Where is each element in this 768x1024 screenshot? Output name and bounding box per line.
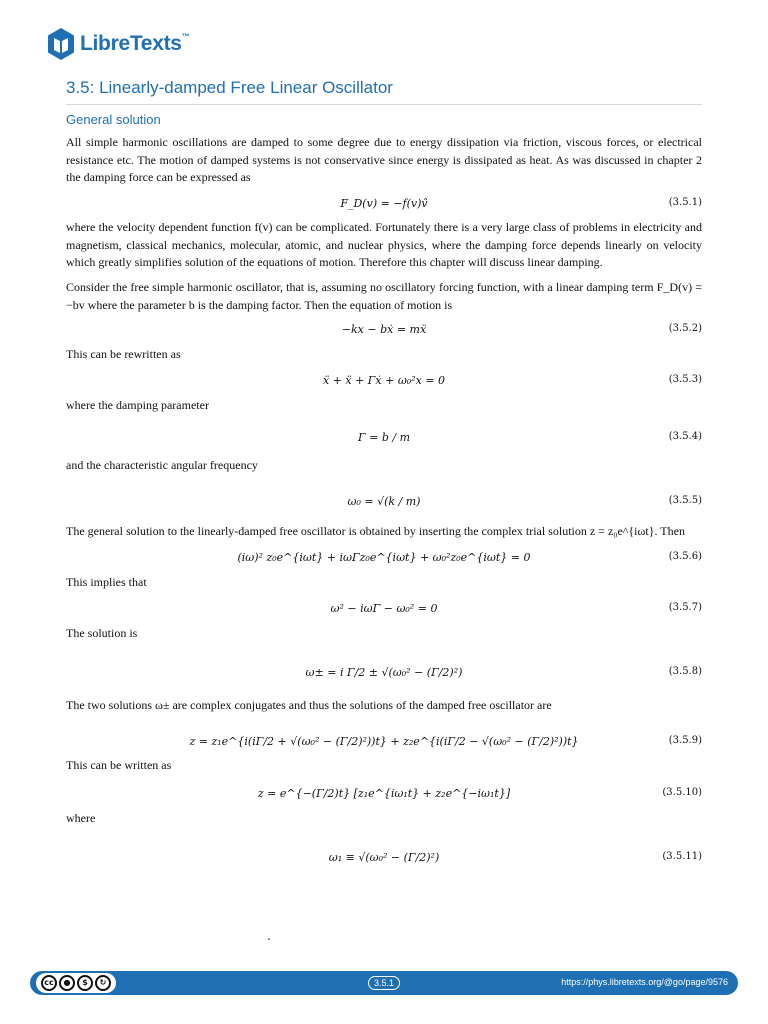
equation-number: (3.5.5) — [668, 495, 702, 506]
stray-mark — [268, 938, 270, 940]
equation-number: (3.5.4) — [668, 431, 702, 442]
equation-3-5-3 — [66, 374, 702, 394]
paragraph-implies: This implies that — [66, 575, 147, 589]
equation-math: −kx − bẋ = mẍ — [341, 323, 427, 336]
equation-number: (3.5.2) — [668, 323, 702, 334]
equation-math: z = e^{−(Γ/2)t} [z₁e^{iω₁t} + z₂e^{−iω₁t}] — [257, 787, 511, 800]
paragraph-solution-is: The solution is — [66, 626, 138, 640]
page-url-link[interactable]: https://phys.libretexts.org/@go/page/9576 — [561, 977, 728, 987]
equation-math: ẍ + ẍ + Γẋ + ω₀²x = 0 — [322, 374, 446, 387]
equation-number: (3.5.3) — [668, 374, 702, 385]
libretexts-logo-icon — [46, 27, 76, 61]
page-title: 3.5: Linearly-damped Free Linear Oscillator — [66, 78, 702, 105]
paragraph-velocity: where the velocity dependent function f(v) can be complicated. Fortunately there is a very large class of problems in electricity and magnetism, classical mechanics, molecular, atomic, and nuclear physics, where the damping force depends linearly on velocity which greatly simplifies solution of the equations of motion. Therefore this chapter will discuss linear damping. — [66, 220, 702, 269]
equation-number: (3.5.9) — [668, 735, 702, 746]
equation-number: (3.5.8) — [668, 666, 702, 677]
equation-math: ω² − iωΓ − ω₀² = 0 — [330, 602, 438, 615]
equation-number: (3.5.6) — [668, 551, 702, 562]
equation-3-5-8 — [66, 666, 702, 686]
page-footer — [30, 971, 738, 995]
equation-number: (3.5.1) — [668, 197, 702, 208]
equation-math: ω₀ = √(k / m) — [347, 495, 421, 508]
cc-license-badge[interactable] — [36, 973, 116, 993]
equation-3-5-6 — [66, 551, 702, 571]
paragraph-angular-frequency: and the characteristic angular frequency — [66, 458, 258, 472]
equation-number: (3.5.7) — [668, 602, 702, 613]
equation-3-5-4 — [66, 431, 702, 451]
cc-icon: cc — [41, 975, 57, 991]
sa-icon: ↻ — [95, 975, 111, 991]
logo-text: LibreTexts™ — [80, 32, 190, 55]
libretexts-logo[interactable] — [46, 26, 189, 62]
nc-icon: $ — [77, 975, 93, 991]
equation-3-5-1 — [66, 197, 702, 217]
equation-number: (3.5.11) — [662, 851, 702, 862]
equation-math: (iω)² z₀e^{iωt} + iωΓz₀e^{iωt} + ω₀²z₀e^{iωt} = 0 — [237, 551, 531, 564]
equation-3-5-2 — [66, 323, 702, 343]
equation-number: (3.5.10) — [662, 787, 702, 798]
paragraph-two-solutions: The two solutions ω± are complex conjugates and thus the solutions of the damped free oscillator are — [66, 698, 552, 712]
equation-3-5-10 — [66, 787, 702, 807]
equation-math: Γ = b / m — [357, 431, 410, 444]
equation-3-5-9 — [66, 735, 702, 755]
equation-3-5-11 — [66, 851, 702, 871]
paragraph-damping-parameter: where the damping parameter — [66, 398, 209, 412]
equation-3-5-7 — [66, 602, 702, 622]
paragraph-free-oscillator: Consider the free simple harmonic oscillator, that is, assuming no oscillatory forcing function, with a linear damping term F_D(v) = −bv where the parameter b is the damping factor. Then the equation of motion is — [66, 280, 702, 312]
paragraph-written-as: This can be written as — [66, 758, 172, 772]
section-heading: General solution — [66, 112, 161, 127]
page-number-badge: 3.5.1 — [368, 976, 400, 990]
paragraph-rewritten: This can be rewritten as — [66, 347, 181, 361]
equation-3-5-5 — [66, 495, 702, 515]
equation-math: ω₁ ≡ √(ω₀² − (Γ/2)²) — [328, 851, 440, 864]
equation-math: z = z₁e^{i(iΓ/2 + √(ω₀² − (Γ/2)²))t} + z₂e^{i(iΓ/2 − √(ω₀² − (Γ/2)²))t} — [189, 735, 579, 748]
equation-math: ω± = i Γ/2 ± √(ω₀² − (Γ/2)²) — [305, 666, 463, 679]
paragraph-intro: All simple harmonic oscillations are damped to some degree due to energy dissipation via friction, viscous forces, or electrical resistance etc. The motion of damped systems is not conservative since energy is dissipated as heat. As was discussed in chapter 2 the damping force can be expressed as — [66, 135, 702, 184]
by-icon: ● — [59, 975, 75, 991]
paragraph-general-solution: The general solution to the linearly-damped free oscillator is obtained by inserting the complex trial solution z = z₀e^{iωt}. Then — [66, 524, 685, 538]
paragraph-where: where — [66, 811, 96, 825]
equation-math: F_D(v) = −f(v)v̂ — [340, 197, 428, 210]
